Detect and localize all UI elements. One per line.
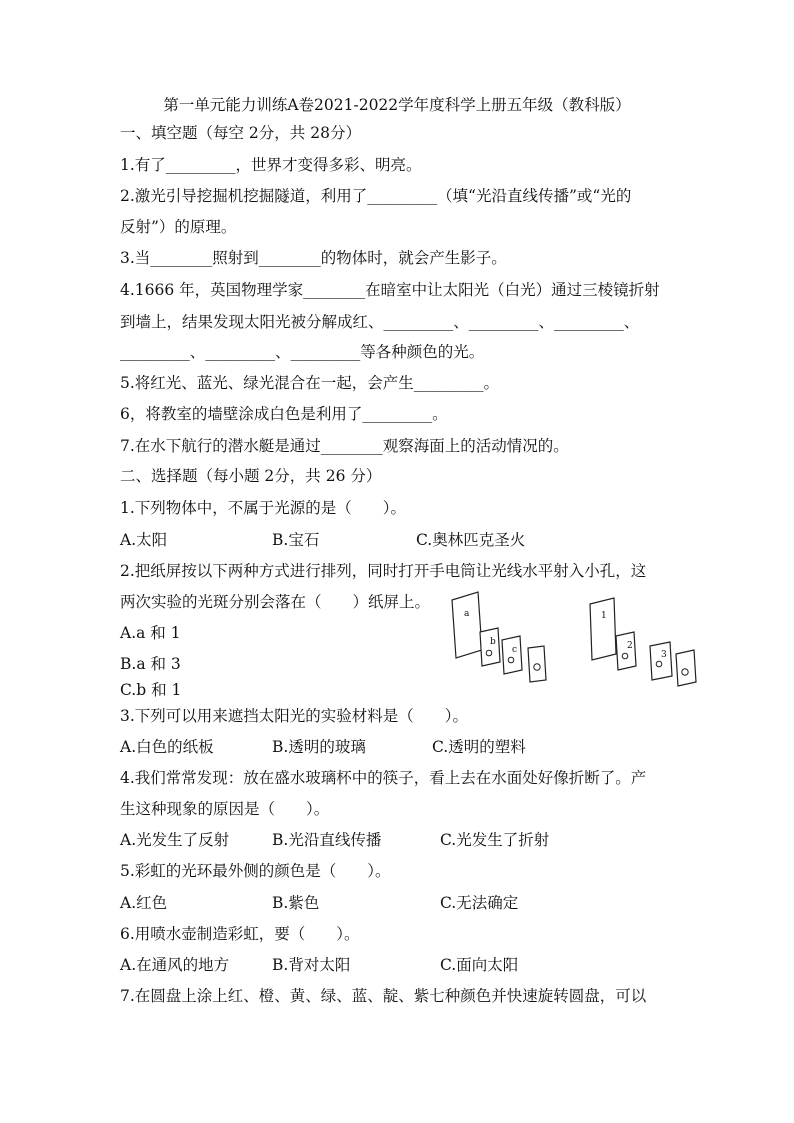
fill-question-2-line2: 反射”）的原理。 (120, 218, 237, 236)
choice-question-6: 6.用喷水壶制造彩虹，要（ ）。 (120, 925, 360, 943)
fill-question-4-line2: 到墙上，结果发现太阳光被分解成红、_________、_________、_________、 (120, 313, 640, 331)
screen-b (480, 628, 500, 666)
fill-question-6: 6，将教室的墙壁涂成白色是利用了_________。 (120, 405, 448, 423)
choice-6-option-a: A.在通风的地方 (120, 956, 230, 974)
choice-6-option-c: C.面向太阳 (440, 956, 519, 974)
choice-4-option-c: C.光发生了折射 (440, 831, 550, 849)
choice-5-option-c: C.无法确定 (440, 894, 519, 912)
choice-4-option-b: B.光沿直线传播 (272, 831, 382, 849)
paper-screens-figure (448, 590, 708, 695)
choice-question-4-line2: 生这种现象的原因是（ ）。 (120, 800, 330, 818)
screen-3 (650, 642, 672, 680)
choice-1-option-a: A.太阳 (120, 531, 168, 549)
fill-question-4-line1: 4.1666 年，英国物理学家________在暗室中让太阳光（白光）通过三棱镜折射 (120, 281, 660, 299)
screen-label-2: 2 (627, 641, 633, 651)
choice-6-option-b: B.背对太阳 (272, 956, 351, 974)
fill-question-7: 7.在水下航行的潜水艇是通过________观察海面上的活动情况的。 (120, 437, 569, 455)
screen-label-3: 3 (661, 650, 667, 660)
choice-question-2-line1: 2.把纸屏按以下两种方式进行排列，同时打开手电筒让光线水平射入小孔，这 (120, 562, 647, 580)
fill-question-1: 1.有了_________，世界才变得多彩、明亮。 (120, 156, 422, 174)
choice-4-option-a: A.光发生了反射 (120, 831, 230, 849)
choice-5-option-b: B.紫色 (272, 894, 320, 912)
choice-question-7-line1: 7.在圆盘上涂上红、橙、黄、绿、蓝、靛、紫七种颜色并快速旋转圆盘，可以 (120, 987, 647, 1005)
screen-label-b: b (490, 637, 496, 647)
choice-question-4-line1: 4.我们常常发现：放在盛水玻璃杯中的筷子，看上去在水面处好像折断了。产 (120, 769, 647, 787)
choice-2-option-c: C.b 和 1 (120, 681, 182, 699)
screen-1 (590, 598, 616, 660)
screen-label-c: c (512, 645, 518, 655)
screen-label-a: a (464, 609, 470, 619)
screen-a (452, 592, 482, 658)
page-title: 第一单元能力训练A卷2021-2022学年度科学上册五年级（教科版） (163, 96, 631, 114)
section2-heading: 二、选择题（每小题 2分，共 26 分） (120, 467, 382, 485)
screen-4 (676, 650, 696, 686)
choice-question-2-line2: 两次实验的光斑分别会落在（ ）纸屏上。 (120, 593, 431, 611)
screen-label-1: 1 (601, 611, 607, 621)
fill-question-3: 3.当________照射到________的物体时，就会产生影子。 (120, 249, 507, 267)
screen-c (502, 636, 522, 674)
choice-2-option-a: A.a 和 1 (120, 624, 181, 642)
choice-5-option-a: A.红色 (120, 894, 168, 912)
choice-question-3: 3.下列可以用来遮挡太阳光的实验材料是（ ）。 (120, 707, 469, 725)
fill-question-4-line3: _________、_________、_________等各种颜色的光。 (120, 343, 485, 361)
choice-3-option-a: A.白色的纸板 (120, 738, 214, 756)
fill-question-5: 5.将红光、蓝光、绿光混合在一起，会产生_________。 (120, 374, 500, 392)
screen-2 (616, 632, 636, 670)
choice-2-option-b: B.a 和 3 (120, 655, 181, 673)
choice-1-option-c: C.奥林匹克圣火 (416, 531, 526, 549)
choice-3-option-b: B.透明的玻璃 (272, 738, 366, 756)
choice-3-option-c: C.透明的塑料 (432, 738, 526, 756)
fill-question-2-line1: 2.激光引导挖掘机挖掘隧道，利用了_________（填“光沿直线传播”或“光的 (120, 187, 632, 205)
choice-1-option-b: B.宝石 (272, 531, 320, 549)
choice-question-1: 1.下列物体中，不属于光源的是（ ）。 (120, 499, 407, 517)
section1-heading: 一、填空题（每空 2分，共 28分） (120, 124, 361, 142)
choice-question-5: 5.彩虹的光环最外侧的颜色是（ ）。 (120, 862, 391, 880)
